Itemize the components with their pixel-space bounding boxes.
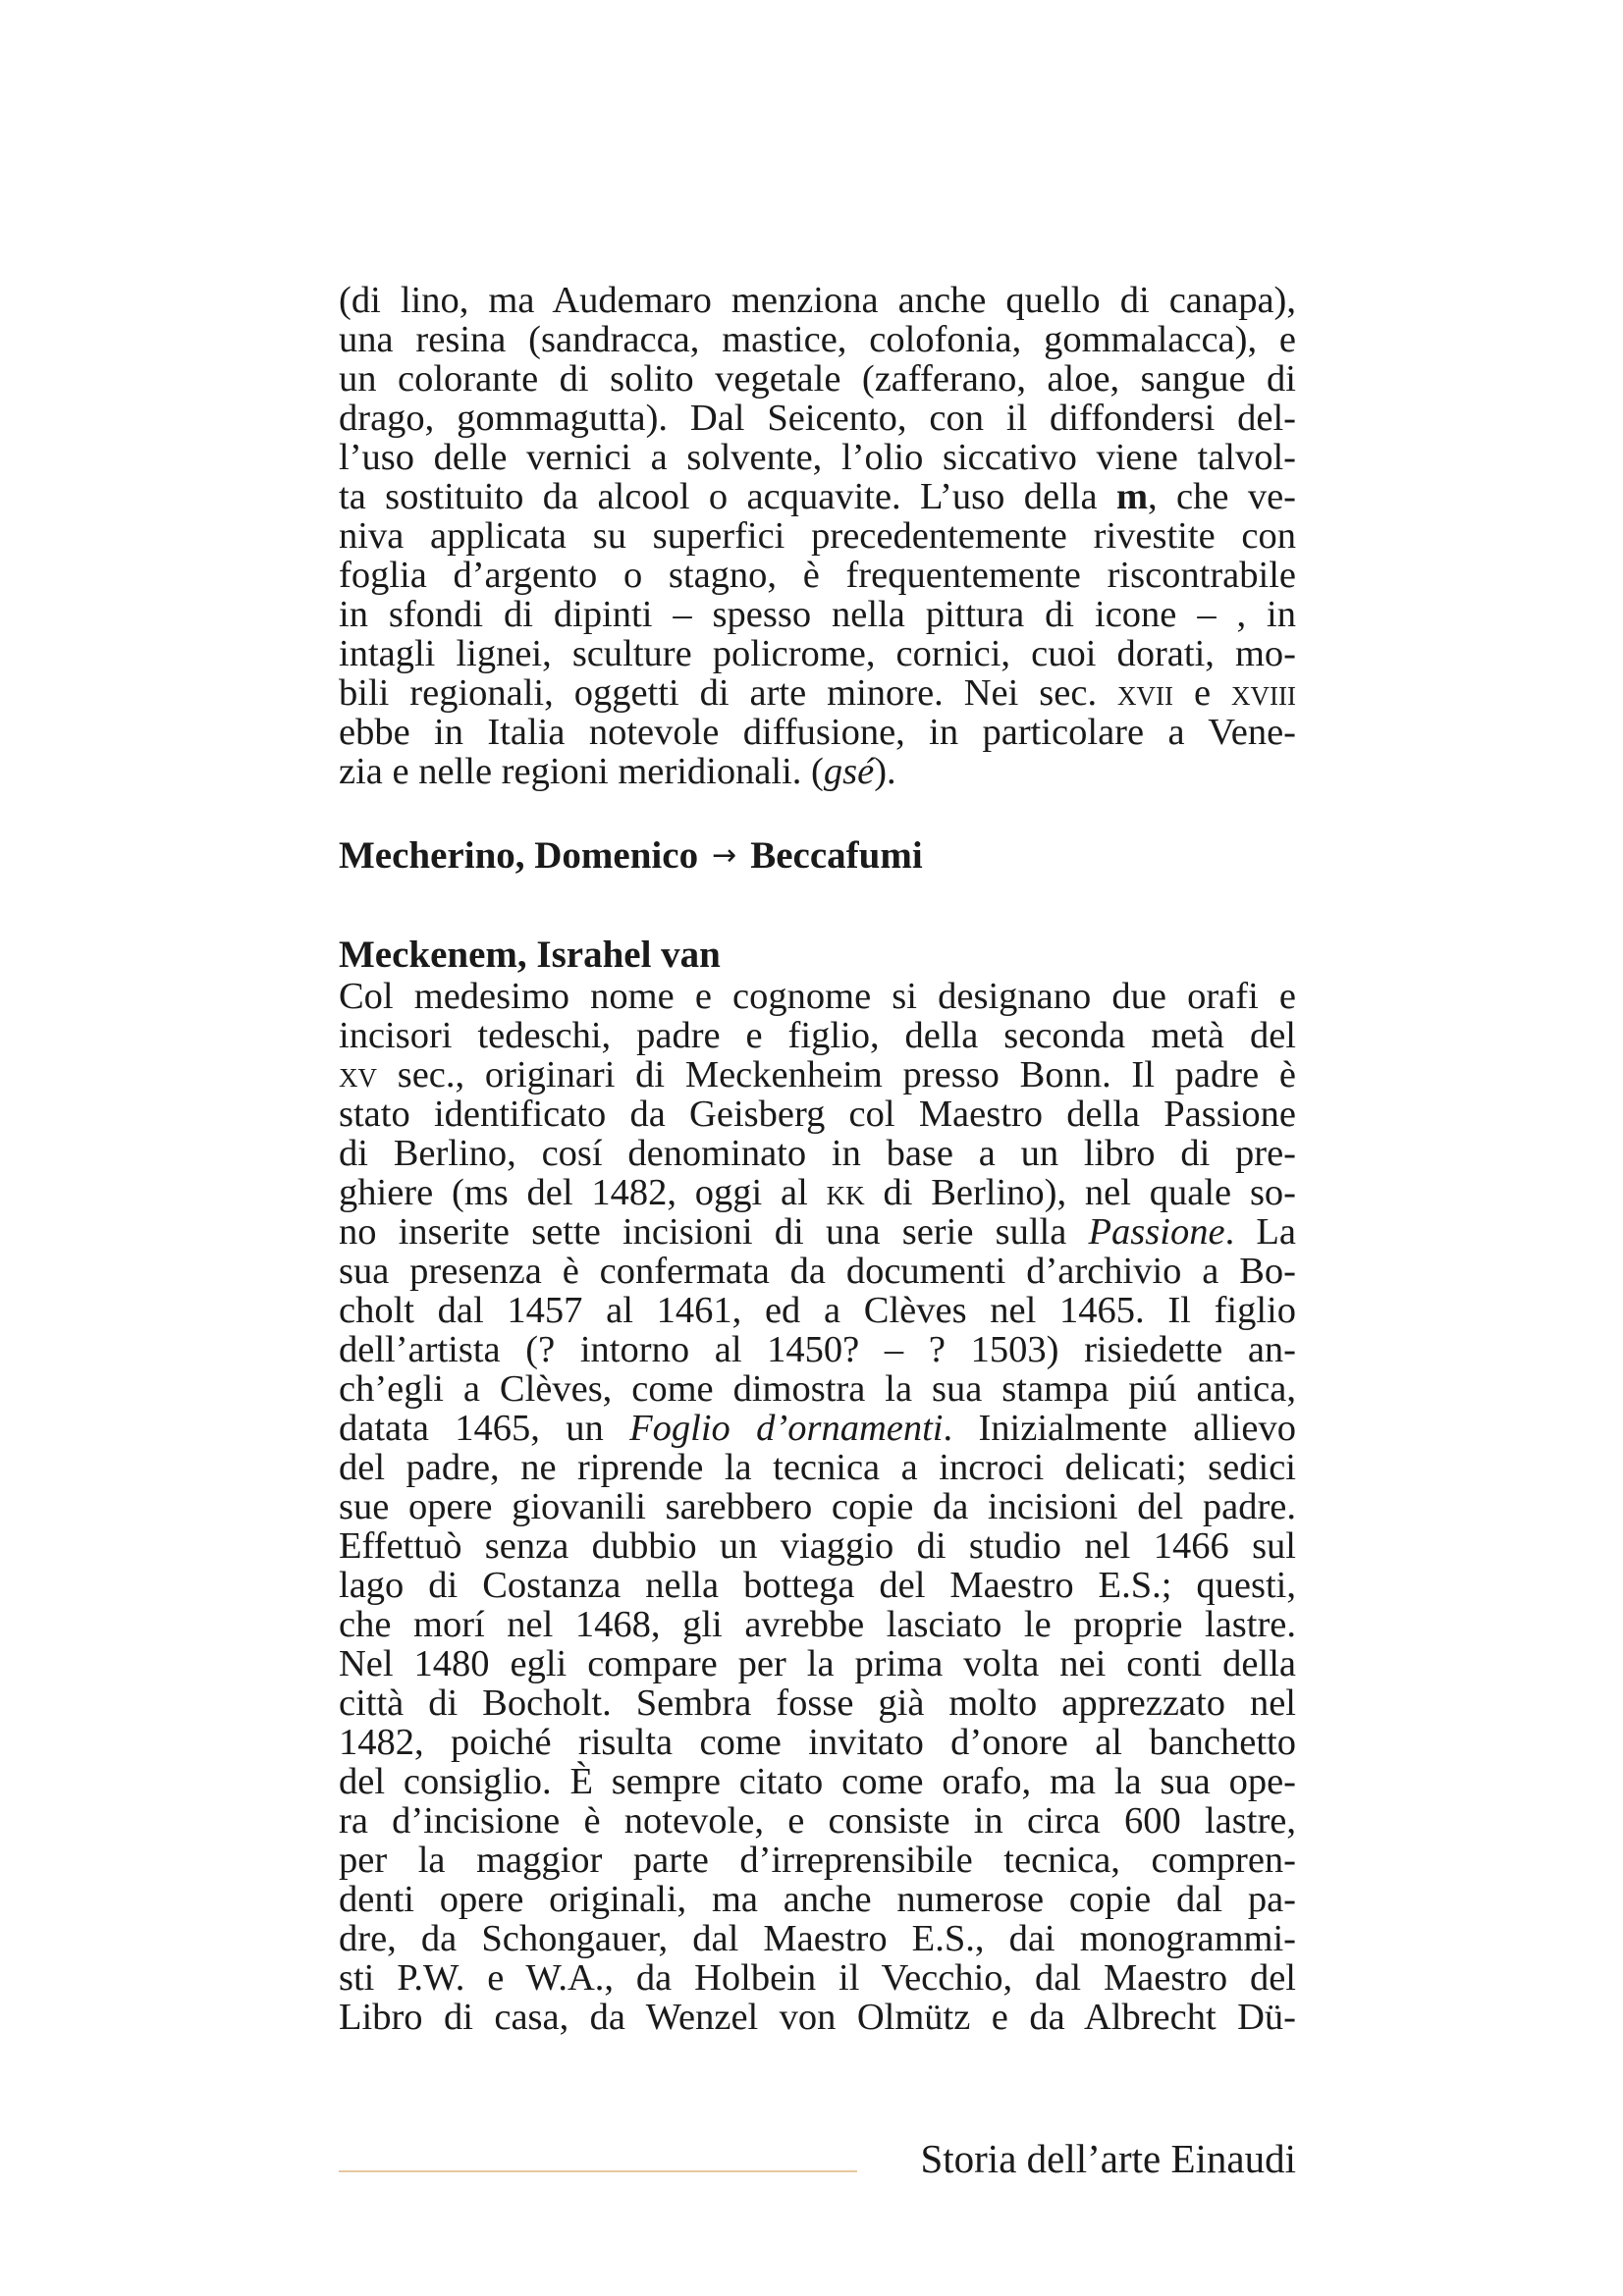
text-line: Effettuò senza dubbio un viaggio di studio nel 1466 sul	[339, 1525, 1296, 1567]
text-line: cholt dal 1457 al 1461, ed a Clèves nel 1465. Il figlio	[339, 1290, 1296, 1331]
text-line: del padre, ne riprende la tecnica a incroci delicati; sedici	[339, 1447, 1296, 1488]
roman-numeral: xviii	[1231, 672, 1296, 714]
text-segment: . Inizialmente allievo	[943, 1408, 1296, 1449]
text-line: (di lino, ma Audemaro menziona anche quello di canapa),	[339, 280, 1296, 321]
cross-reference-link[interactable]: Beccafumi	[750, 834, 923, 877]
text-segment: bili regionali, oggetti di arte minore. Nei sec.	[339, 672, 1118, 714]
text-line	[339, 1055, 1296, 1095]
entry-continuation-paragraph	[339, 281, 1296, 791]
entry-heading-mecherino	[339, 834, 1296, 881]
text-line	[339, 1212, 1296, 1252]
page-body	[339, 281, 1296, 2037]
text-line: per la maggior parte d’irreprensibile tecnica, compren-	[339, 1840, 1296, 1881]
text-segment: ).	[874, 751, 896, 792]
text-line: Nel 1480 egli compare per la prima volta nei conti della	[339, 1643, 1296, 1684]
text-line: drago, gommagutta). Dal Seicento, con il diffondersi del-	[339, 398, 1296, 439]
text-line: Col medesimo nome e cognome si designano due orafi e	[339, 976, 1296, 1017]
text-line: denti opere originali, ma anche numerose copie dal pa-	[339, 1879, 1296, 1920]
text-segment: ghiere (ms del 1482, oggi al	[339, 1172, 827, 1213]
text-line: del consiglio. È sempre citato come orafo, ma la sua ope-	[339, 1761, 1296, 1802]
text-line: ch’egli a Clèves, come dimostra la sua stampa piú antica,	[339, 1368, 1296, 1410]
entry-heading-name: Mecherino, Domenico	[339, 834, 699, 877]
text-segment: di Berlino), nel quale so-	[864, 1172, 1296, 1213]
text-line: niva applicata su superfici precedentemente rivestite con	[339, 515, 1296, 557]
text-line: intagli lignei, sculture policrome, cornici, cuoi dorati, mo-	[339, 633, 1296, 674]
text-line: l’uso delle vernici a solvente, l’olio siccativo viene talvol-	[339, 437, 1296, 478]
text-line	[339, 1173, 1296, 1212]
work-title: Foglio d’ornamenti	[629, 1408, 944, 1449]
text-line: foglia d’argento o stagno, è frequentemente riscontrabile	[339, 555, 1296, 596]
text-segment: sec., originari di Meckenheim presso Bonn. Il padre è	[377, 1054, 1296, 1095]
meckenem-entry-paragraph	[339, 977, 1296, 2037]
text-line: sti P.W. e W.A., da Holbein il Vecchio, dal Maestro del	[339, 1957, 1296, 1999]
cross-reference-arrow-icon: →	[712, 838, 737, 873]
text-line: sua presenza è confermata da documenti d’archivio a Bo-	[339, 1251, 1296, 1292]
footer-publication-title: Storia dell’arte Einaudi	[920, 2136, 1296, 2181]
text-segment: e	[1173, 672, 1232, 714]
text-segment: , che ve-	[1148, 476, 1296, 517]
text-line: una resina (sandracca, mastice, colofonia, gommalacca), e	[339, 319, 1296, 360]
text-line: ebbe in Italia notevole diffusione, in particolare a Vene-	[339, 712, 1296, 753]
text-line: dre, da Schongauer, dal Maestro E.S., dai monogrammi-	[339, 1918, 1296, 1959]
text-line: ra d’incisione è notevole, e consiste in circa 600 lastre,	[339, 1800, 1296, 1842]
page-footer	[339, 2134, 1296, 2183]
text-segment: datata 1465, un	[339, 1408, 630, 1449]
text-line: un colorante di solito vegetale (zafferano, aloe, sangue di	[339, 358, 1296, 400]
text-line: che morí nel 1468, gli avrebbe lasciato le proprie lastre.	[339, 1604, 1296, 1645]
work-title: Passione	[1088, 1211, 1225, 1253]
text-line: Libro di casa, da Wenzel von Olmütz e da Albrecht Dü-	[339, 1997, 1296, 2038]
text-segment: no inserite sette incisioni di una serie sulla	[339, 1211, 1089, 1253]
text-line: stato identificato da Geisberg col Maestro della Passione	[339, 1094, 1296, 1135]
bold-abbreviation: m	[1115, 476, 1149, 517]
text-line: di Berlino, cosí denominato in base a un libro di pre-	[339, 1133, 1296, 1174]
text-line: sue opere giovanili sarebbero copie da incisioni del padre.	[339, 1486, 1296, 1527]
text-line	[339, 752, 1296, 791]
abbreviation: kk	[826, 1172, 865, 1213]
roman-numeral: xv	[339, 1054, 377, 1095]
text-segment: zia e nelle regioni meridionali. (	[339, 751, 824, 792]
text-line	[339, 673, 1296, 713]
text-line: città di Bocholt. Sembra fosse già molto apprezzato nel	[339, 1682, 1296, 1724]
text-line: dell’artista (? intorno al 1450? – ? 1503) risiedette an-	[339, 1329, 1296, 1370]
footer-divider	[339, 2170, 857, 2172]
text-line: lago di Costanza nella bottega del Maestro E.S.; questi,	[339, 1565, 1296, 1606]
text-line	[339, 477, 1296, 516]
entry-heading-meckenem: Meckenem, Israhel van	[339, 934, 721, 976]
text-segment: . La	[1224, 1211, 1296, 1253]
author-initials: gsé	[823, 751, 875, 792]
text-segment: ta sostituito da alcool o acquavite. L’uso della	[339, 476, 1116, 517]
text-line: incisori tedeschi, padre e figlio, della seconda metà del	[339, 1015, 1296, 1056]
text-line	[339, 1409, 1296, 1448]
roman-numeral: xvii	[1117, 672, 1174, 714]
text-line: in sfondi di dipinti – spesso nella pittura di icone – , in	[339, 594, 1296, 635]
text-line: 1482, poiché risulta come invitato d’onore al banchetto	[339, 1722, 1296, 1763]
